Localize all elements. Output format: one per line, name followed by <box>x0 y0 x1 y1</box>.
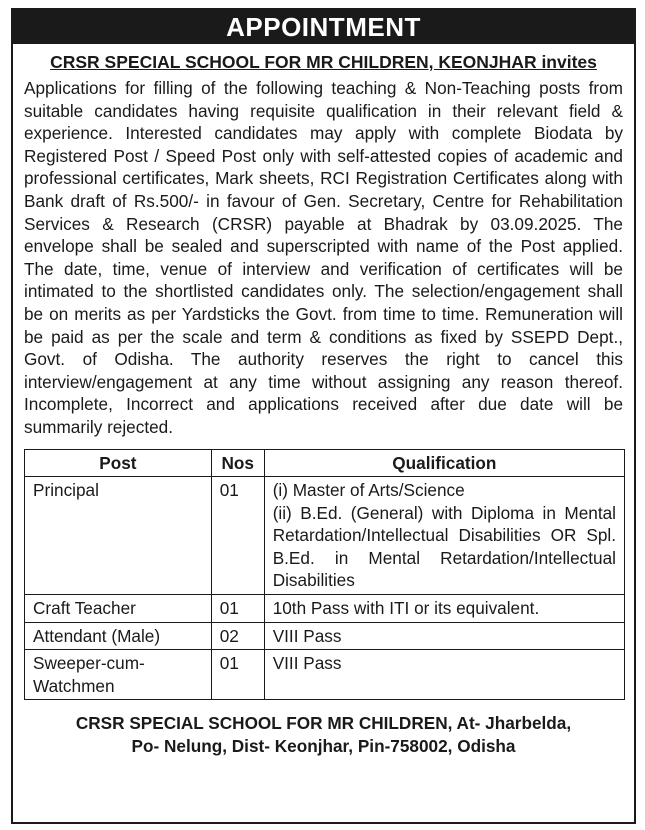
footer-address <box>13 712 634 758</box>
body-paragraph: Applications for filling of the following teaching & Non-Teaching posts from suitable candidates having requisite qualification in their relevant field & experience. Interested candidates may apply with complete Biodata by Registered Post / Speed Post only with self-attested copies of academic and professional certificates, Mark sheets, RCI Registration Certificates along with Bank draft of Rs.500/- in favour of Gen. Secretary, Centre for Rehabilitation Services & Research (CRSR) payable at Bhadrak by 03.09.2025. The envelope shall be sealed and superscripted with name of the Post applied. The date, time, venue of interview and verification of certificates will be intimated to the shortlisted candidates only. The selection/engagement shall be on merits as per Yardsticks the Govt. from time to time. Remuneration will be paid as per the scale and term & conditions as fixed by SSEPD Dept., Govt. of Odisha. The authority reserves the right to cancel this interview/engagement at any time without assigning any reason thereof. Incomplete, Incorrect and applications received after due date will be summarily rejected. <box>24 78 623 437</box>
table-row <box>25 477 625 595</box>
appointment-advertisement <box>11 8 636 824</box>
nos-cell: 01 <box>211 650 264 700</box>
footer-line: CRSR SPECIAL SCHOOL FOR MR CHILDREN, At- Jharbelda, <box>75 713 572 734</box>
table-row <box>25 595 625 623</box>
nos-cell: 01 <box>211 595 264 623</box>
posts-table <box>24 449 625 701</box>
page-title: APPOINTMENT <box>13 10 634 44</box>
post-cell: Craft Teacher <box>25 595 212 623</box>
header-post: Post <box>25 449 212 477</box>
qualification-cell: VIII Pass <box>264 622 624 650</box>
post-cell: Attendant (Male) <box>25 622 212 650</box>
header-qualification: Qualification <box>264 449 624 477</box>
table-header-row <box>25 449 625 477</box>
footer-line: Po- Nelung, Dist- Keonjhar, Pin-758002, Odisha <box>131 736 516 757</box>
qualification-cell <box>264 477 624 595</box>
post-cell: Sweeper-cum-Watchmen <box>25 650 212 700</box>
header-nos: Nos <box>211 449 264 477</box>
table-row <box>25 622 625 650</box>
qualification-line: (i) Master of Arts/Science <box>272 480 465 501</box>
post-cell: Principal <box>25 477 212 595</box>
qualification-cell: 10th Pass with ITI or its equivalent. <box>264 595 624 623</box>
nos-cell: 01 <box>211 477 264 595</box>
subtitle: CRSR SPECIAL SCHOOL FOR MR CHILDREN, KEONJHAR invites <box>50 52 597 72</box>
nos-cell: 02 <box>211 622 264 650</box>
table-row <box>25 650 625 700</box>
qualification-cell: VIII Pass <box>264 650 624 700</box>
qualification-line: (ii) B.Ed. (General) with Diploma in Mental Retardation/Intellectual Disabilities OR Spl. B.Ed. in Mental Retardation/Intellectual Disabilities <box>272 502 616 591</box>
